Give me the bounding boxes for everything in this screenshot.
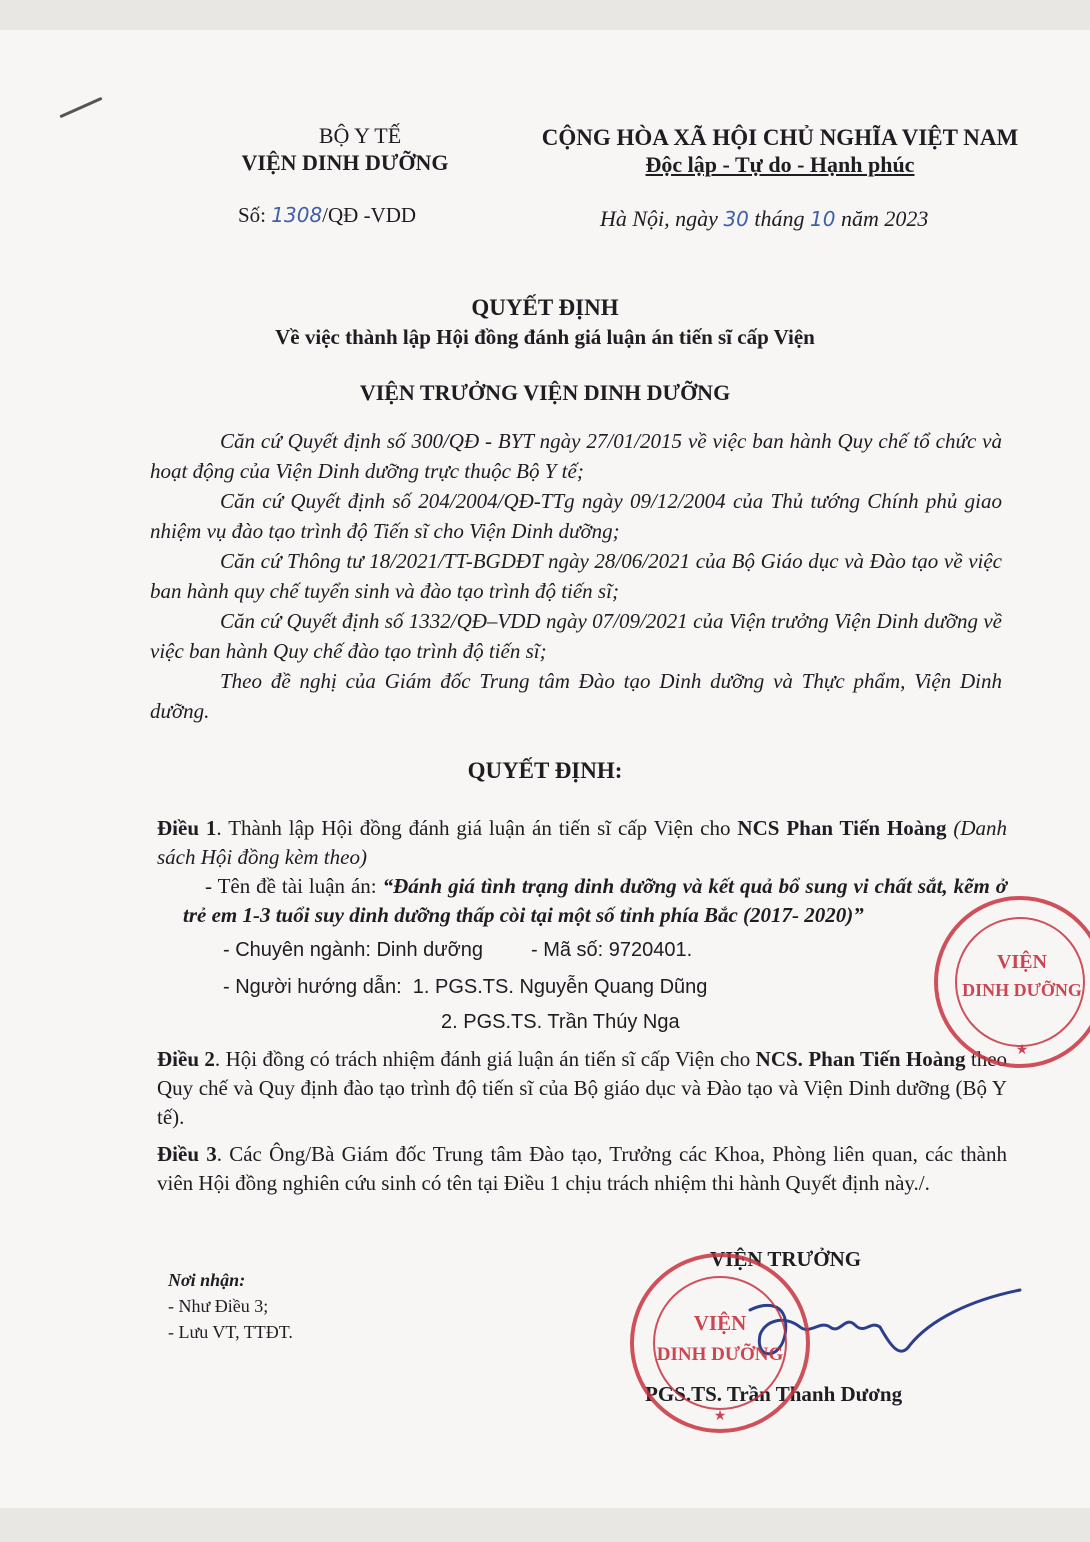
article-1: [157, 814, 1007, 872]
director-title: VIỆN TRƯỞNG: [710, 1247, 862, 1271]
signer-name: PGS.TS. Trần Thanh Dương: [645, 1382, 903, 1406]
document-title: QUYẾT ĐỊNH: [471, 295, 619, 320]
svg-text:★: ★: [713, 1408, 727, 1424]
council-note: (Danh sách Hội đồng kèm theo): [157, 816, 1008, 869]
legal-basis-item: Căn cứ Thông tư 18/2021/TT-BGDĐT ngày 28/06/2021 của Bộ Giáo dục và Đào tạo về việc ban hành quy chế tuyển sinh và đào tạo trình độ tiến sĩ;: [150, 549, 1002, 603]
article-2-text: . Hội đồng có trách nhiệm đánh giá luận án tiến sĩ cấp Viện cho: [214, 1047, 756, 1071]
legal-basis-item: Theo đề nghị của Giám đốc Trung tâm Đào tạo Dinh dưỡng và Thực phẩm, Viện Dinh dưỡng.: [150, 669, 1002, 723]
articles: [157, 814, 1007, 1198]
legal-basis-item: Căn cứ Quyết định số 300/QĐ - BYT ngày 27/01/2015 về việc ban hành Quy chế tổ chức và hoạt động của Viện Dinh dưỡng trực thuộc Bộ Y tế;: [150, 429, 1002, 483]
advisor-label: - Người hướng dẫn:: [223, 976, 402, 998]
issuing-authority: VIỆN TRƯỞNG VIỆN DINH DƯỠNG: [359, 380, 731, 405]
republic-title: CỘNG HÒA XÃ HỘI CHỦ NGHĨA VIỆT NAM: [541, 125, 1019, 150]
seal-text-2: DINH DƯỠNG: [962, 980, 1082, 1000]
article-2-label: Điều 2: [157, 1047, 215, 1071]
seal-text-1: VIỆN: [996, 951, 1048, 973]
legal-bases: [150, 426, 1002, 726]
recipients-heading: Nơi nhận:: [168, 1270, 246, 1290]
recipients: [168, 1267, 293, 1345]
national-motto: [520, 152, 1040, 178]
institute-name: VIỆN DINH DƯỠNG: [241, 150, 449, 175]
document-subtitle: Về việc thành lập Hội đồng đánh giá luận án tiến sĩ cấp Viện: [275, 325, 815, 349]
legal-basis-item: Căn cứ Quyết định số 204/2004/QĐ-TTg ngày 09/12/2004 của Thủ tướng Chính phủ giao nhiệm vụ đào tạo trình độ Tiến sĩ cho Viện Dinh dưỡng;: [150, 489, 1002, 543]
candidate-name: NCS Phan Tiến Hoàng: [737, 816, 947, 840]
thesis-title-row: [157, 872, 1007, 930]
recipient-item: - Lưu VT, TTĐT.: [168, 1322, 293, 1342]
handwritten-signature: [730, 1265, 1030, 1375]
article-1-text: . Thành lập Hội đồng đánh giá luận án tiến sĩ cấp Viện cho: [216, 816, 738, 840]
thesis-label: - Tên đề tài luận án:: [205, 874, 383, 898]
article-2-candidate: NCS. Phan Tiến Hoàng: [755, 1047, 966, 1071]
seal-text-2: DINH DƯỠNG: [656, 1344, 784, 1365]
article-1-label: Điều 1: [157, 816, 217, 840]
article-2: [157, 1045, 1007, 1132]
svg-text:★: ★: [1015, 1042, 1029, 1058]
advisor-2: 2. PGS.TS. Trần Thúy Nga: [441, 1011, 680, 1033]
date-line: [600, 206, 928, 232]
ministry-name: BỘ Y TẾ: [318, 123, 402, 148]
doc-number-handwritten: 1308: [271, 203, 323, 227]
document-page: [0, 30, 1090, 1508]
date-month: 10: [810, 207, 836, 231]
motto-text: Độc lập - Tự do - Hạnh phúc: [645, 152, 915, 177]
decision-heading: QUYẾT ĐỊNH:: [467, 758, 623, 783]
doc-number-prefix: Số:: [238, 203, 267, 227]
article-3-text: . Các Ông/Bà Giám đốc Trung tâm Đào tạo, Trưởng các Khoa, Phòng liên quan, các thành viên Hội đồng nghiên cứu sinh có tên tại Điều 1 chịu trách nhiệm thi hành Quyết định này./.: [157, 1142, 1007, 1195]
seal-text-1: VIỆN: [693, 1311, 747, 1335]
advisor-1: 1. PGS.TS. Nguyễn Quang Dũng: [412, 976, 708, 998]
advisor-row: [157, 973, 1007, 1002]
document-number: [238, 203, 416, 228]
specialty-code: - Mã số: 9720401.: [531, 939, 693, 961]
signature-seal: [625, 1248, 815, 1438]
legal-basis-item: Căn cứ Quyết định số 1332/QĐ–VDD ngày 07/09/2021 của Viện trưởng Viện Dinh dưỡng về việc ban hành Quy chế đào tạo trình độ tiến sĩ;: [150, 609, 1002, 663]
date-prefix: Hà Nội, ngày: [600, 206, 718, 231]
doc-number-suffix: /QĐ -VDD: [322, 203, 417, 227]
pen-mark: [59, 97, 102, 118]
thesis-title: “Đánh giá tình trạng dinh dưỡng và kết quả bổ sung vi chất sắt, kẽm ở trẻ em 1-3 tuổi suy dinh dưỡng thấp còi tại một số tỉnh phía Bắc (2017- 2020)”: [183, 874, 1007, 927]
date-month-label: tháng: [754, 206, 805, 231]
date-year: năm 2023: [840, 206, 929, 231]
date-day: 30: [723, 207, 749, 231]
specialty-row: [157, 936, 1007, 965]
article-3-label: Điều 3: [157, 1142, 217, 1166]
advisor-2-row: [157, 1008, 1007, 1037]
article-3: [157, 1140, 1007, 1198]
article-2-text-b: theo Quy chế và Quy định đào tạo trình độ tiến sĩ của Bộ giáo dục và Đào tạo và Viện Dinh dưỡng (Bộ Y tế).: [157, 1047, 1008, 1129]
specialty: - Chuyên ngành: Dinh dưỡng: [223, 939, 483, 961]
recipient-item: - Như Điều 3;: [168, 1296, 269, 1316]
